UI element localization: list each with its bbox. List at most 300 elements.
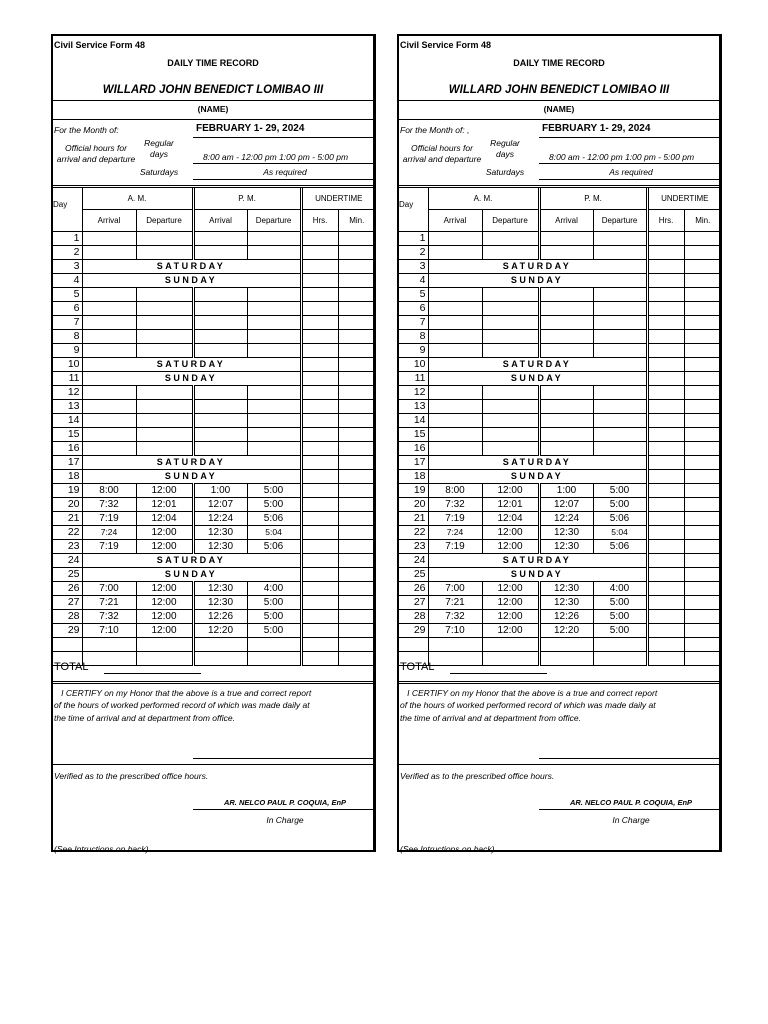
dtr-row bbox=[53, 638, 375, 652]
day-number: 22 bbox=[53, 526, 82, 540]
pm-arrival-cell bbox=[193, 652, 247, 666]
pm-arrival-cell bbox=[539, 330, 593, 344]
dtr-row bbox=[399, 428, 721, 442]
am-arrival-cell bbox=[82, 386, 136, 400]
dtr-row bbox=[53, 302, 375, 316]
am-departure-cell bbox=[482, 442, 539, 456]
certification-text bbox=[54, 687, 314, 724]
dtr-row bbox=[53, 260, 375, 274]
undertime-hrs-cell bbox=[647, 484, 684, 498]
am-departure-cell bbox=[136, 386, 193, 400]
signatory-role: In Charge bbox=[612, 815, 650, 825]
undertime-min-cell bbox=[338, 330, 375, 344]
undertime-hrs-cell bbox=[301, 456, 338, 470]
day-number: 24 bbox=[399, 554, 428, 568]
day-number: 18 bbox=[399, 470, 428, 484]
dtr-row bbox=[399, 610, 721, 624]
pm-arrival-cell bbox=[539, 302, 593, 316]
dtr-row bbox=[53, 498, 375, 512]
dtr-row bbox=[399, 652, 721, 666]
dtr-row bbox=[399, 484, 721, 498]
am-arrival-cell bbox=[428, 344, 482, 358]
undertime-hrs-cell bbox=[301, 498, 338, 512]
dtr-form-right bbox=[397, 34, 722, 852]
day-number: 20 bbox=[399, 498, 428, 512]
day-number: 29 bbox=[53, 624, 82, 638]
dtr-row bbox=[399, 582, 721, 596]
hrs-header: Hrs. bbox=[301, 210, 338, 232]
day-number: 19 bbox=[53, 484, 82, 498]
undertime-hrs-cell bbox=[301, 274, 338, 288]
day-number: 5 bbox=[53, 288, 82, 302]
pm-arrival-cell: 12:26 bbox=[193, 610, 247, 624]
am-arrival-cell bbox=[82, 442, 136, 456]
sunday-label: SUNDAY bbox=[428, 372, 647, 386]
undertime-min-cell bbox=[338, 288, 375, 302]
undertime-min-cell bbox=[684, 358, 721, 372]
day-header-text: Day bbox=[53, 199, 68, 209]
am-departure-cell: 12:00 bbox=[482, 596, 539, 610]
am-arrival-header: Arrival bbox=[82, 210, 136, 232]
pm-arrival-cell: 12:30 bbox=[193, 596, 247, 610]
pm-departure-cell bbox=[247, 344, 301, 358]
day-number: 22 bbox=[399, 526, 428, 540]
day-number: 12 bbox=[53, 386, 82, 400]
min-header: Min. bbox=[684, 210, 721, 232]
day-number: 16 bbox=[53, 442, 82, 456]
pm-arrival-cell: 12:30 bbox=[539, 596, 593, 610]
day-number: 1 bbox=[53, 232, 82, 246]
dtr-row bbox=[53, 652, 375, 666]
dtr-row bbox=[53, 442, 375, 456]
day-number: 11 bbox=[399, 372, 428, 386]
day-header bbox=[53, 199, 82, 232]
undertime-hrs-cell bbox=[301, 386, 338, 400]
am-departure-cell: 12:00 bbox=[482, 484, 539, 498]
dtr-row bbox=[53, 470, 375, 484]
undertime-min-cell bbox=[338, 414, 375, 428]
am-departure-cell: 12:00 bbox=[482, 540, 539, 554]
undertime-min-cell bbox=[338, 400, 375, 414]
dtr-rows bbox=[53, 232, 375, 666]
day-header-text: Day bbox=[399, 199, 414, 209]
undertime-hrs-cell bbox=[647, 274, 684, 288]
am-departure-cell bbox=[136, 302, 193, 316]
pm-arrival-cell: 12:07 bbox=[193, 498, 247, 512]
pm-arrival-cell: 12:30 bbox=[193, 540, 247, 554]
am-arrival-cell bbox=[428, 428, 482, 442]
hrs-header: Hrs. bbox=[647, 210, 684, 232]
dtr-row bbox=[53, 484, 375, 498]
am-header: A. M. bbox=[82, 188, 193, 210]
dtr-row bbox=[399, 442, 721, 456]
pm-departure-cell: 5:00 bbox=[593, 484, 647, 498]
undertime-hrs-cell bbox=[647, 512, 684, 526]
undertime-min-cell bbox=[338, 260, 375, 274]
pm-departure-cell bbox=[593, 428, 647, 442]
am-arrival-cell bbox=[82, 638, 136, 652]
signatory-name: AR. NELCO PAUL P. COQUIA, EnP bbox=[569, 798, 693, 807]
pm-departure-cell bbox=[247, 386, 301, 400]
am-departure-cell bbox=[482, 638, 539, 652]
day-number bbox=[399, 638, 428, 652]
am-arrival-cell: 7:32 bbox=[428, 498, 482, 512]
am-arrival-header: Arrival bbox=[428, 210, 482, 232]
am-departure-cell bbox=[136, 330, 193, 344]
saturday-label: SATURDAY bbox=[428, 554, 647, 568]
sunday-label: SUNDAY bbox=[82, 274, 301, 288]
am-departure-header: Departure bbox=[482, 210, 539, 232]
pm-arrival-cell: 12:07 bbox=[539, 498, 593, 512]
day-number: 19 bbox=[399, 484, 428, 498]
pm-arrival-cell: 12:26 bbox=[539, 610, 593, 624]
undertime-min-cell bbox=[338, 386, 375, 400]
pm-arrival-cell bbox=[193, 344, 247, 358]
dtr-row bbox=[53, 624, 375, 638]
dtr-row bbox=[53, 246, 375, 260]
undertime-hrs-cell bbox=[647, 358, 684, 372]
dtr-row bbox=[399, 358, 721, 372]
am-departure-cell bbox=[136, 638, 193, 652]
month-underline bbox=[193, 137, 373, 138]
pm-arrival-cell bbox=[539, 344, 593, 358]
day-number bbox=[53, 638, 82, 652]
regular-hours-value: 8:00 am - 12:00 pm 1:00 pm - 5:00 pm bbox=[203, 152, 349, 162]
undertime-hrs-cell bbox=[301, 246, 338, 260]
pm-arrival-cell bbox=[539, 316, 593, 330]
form-code: Civil Service Form 48 bbox=[54, 40, 146, 50]
am-arrival-cell: 7:24 bbox=[82, 526, 136, 540]
divider bbox=[53, 764, 373, 765]
pm-arrival-cell: 12:20 bbox=[539, 624, 593, 638]
undertime-min-cell bbox=[338, 302, 375, 316]
am-departure-cell: 12:00 bbox=[136, 624, 193, 638]
day-number: 4 bbox=[399, 274, 428, 288]
pm-arrival-cell: 12:24 bbox=[539, 512, 593, 526]
pm-arrival-cell bbox=[539, 400, 593, 414]
undertime-min-cell bbox=[684, 260, 721, 274]
day-number: 23 bbox=[53, 540, 82, 554]
undertime-min-cell bbox=[684, 470, 721, 484]
day-number: 20 bbox=[53, 498, 82, 512]
am-departure-cell bbox=[482, 302, 539, 316]
day-number: 28 bbox=[53, 610, 82, 624]
dtr-row bbox=[399, 638, 721, 652]
undertime-min-cell bbox=[338, 246, 375, 260]
dtr-row bbox=[399, 498, 721, 512]
undertime-hrs-cell bbox=[301, 568, 338, 582]
pm-departure-cell: 5:00 bbox=[247, 610, 301, 624]
pm-departure-cell bbox=[247, 638, 301, 652]
pm-arrival-cell: 12:24 bbox=[193, 512, 247, 526]
pm-departure-cell: 5:00 bbox=[247, 498, 301, 512]
pm-departure-cell: 5:04 bbox=[593, 526, 647, 540]
dtr-row bbox=[53, 540, 375, 554]
dtr-row bbox=[53, 316, 375, 330]
undertime-min-cell bbox=[338, 498, 375, 512]
day-number: 2 bbox=[399, 246, 428, 260]
total-bottom-border bbox=[399, 681, 719, 684]
pm-arrival-cell bbox=[193, 302, 247, 316]
pm-arrival-cell: 12:20 bbox=[193, 624, 247, 638]
am-arrival-cell bbox=[428, 288, 482, 302]
undertime-hrs-cell bbox=[301, 442, 338, 456]
pm-departure-cell: 5:06 bbox=[593, 540, 647, 554]
undertime-hrs-cell bbox=[647, 288, 684, 302]
undertime-hrs-cell bbox=[301, 302, 338, 316]
undertime-min-cell bbox=[684, 428, 721, 442]
saturday-label: SATURDAY bbox=[82, 554, 301, 568]
undertime-hrs-cell bbox=[647, 456, 684, 470]
dtr-row bbox=[53, 288, 375, 302]
am-departure-cell bbox=[136, 232, 193, 246]
dtr-row bbox=[53, 358, 375, 372]
pm-arrival-cell bbox=[193, 232, 247, 246]
pm-departure-cell: 5:00 bbox=[593, 624, 647, 638]
day-number: 15 bbox=[53, 428, 82, 442]
undertime-min-cell bbox=[338, 624, 375, 638]
dtr-row bbox=[53, 610, 375, 624]
day-number: 7 bbox=[399, 316, 428, 330]
dtr-row bbox=[53, 232, 375, 246]
undertime-hrs-cell bbox=[647, 302, 684, 316]
am-arrival-cell: 7:32 bbox=[428, 610, 482, 624]
dtr-row bbox=[53, 400, 375, 414]
day-number: 26 bbox=[399, 582, 428, 596]
sunday-label: SUNDAY bbox=[82, 568, 301, 582]
undertime-min-cell bbox=[684, 386, 721, 400]
undertime-hrs-cell bbox=[301, 582, 338, 596]
am-departure-cell: 12:00 bbox=[136, 540, 193, 554]
dtr-row bbox=[399, 400, 721, 414]
pm-departure-cell: 5:06 bbox=[593, 512, 647, 526]
undertime-min-cell bbox=[684, 316, 721, 330]
am-departure-cell bbox=[482, 232, 539, 246]
pm-arrival-cell bbox=[193, 400, 247, 414]
day-number: 3 bbox=[53, 260, 82, 274]
dtr-table bbox=[53, 188, 375, 666]
name-label: (NAME) bbox=[543, 104, 575, 114]
form-code: Civil Service Form 48 bbox=[400, 40, 492, 50]
day-number: 25 bbox=[399, 568, 428, 582]
undertime-min-cell bbox=[338, 274, 375, 288]
undertime-hrs-cell bbox=[301, 316, 338, 330]
sunday-label: SUNDAY bbox=[428, 470, 647, 484]
undertime-hrs-cell bbox=[301, 624, 338, 638]
day-number: 27 bbox=[399, 596, 428, 610]
dtr-table bbox=[399, 188, 721, 666]
total-underline bbox=[450, 673, 547, 674]
dtr-row bbox=[53, 554, 375, 568]
am-departure-cell: 12:01 bbox=[482, 498, 539, 512]
table-subheader-row bbox=[53, 210, 375, 232]
pm-departure-cell bbox=[593, 288, 647, 302]
dtr-row bbox=[399, 260, 721, 274]
undertime-hrs-cell bbox=[647, 526, 684, 540]
pm-departure-cell bbox=[593, 652, 647, 666]
pm-departure-cell: 5:00 bbox=[247, 484, 301, 498]
pm-departure-header: Departure bbox=[247, 210, 301, 232]
undertime-min-cell bbox=[684, 414, 721, 428]
undertime-min-cell bbox=[684, 246, 721, 260]
regular-days-label: Regular days bbox=[144, 138, 174, 159]
saturdays-underline bbox=[193, 179, 373, 180]
undertime-hrs-cell bbox=[301, 470, 338, 484]
pm-arrival-cell: 1:00 bbox=[193, 484, 247, 498]
employee-name: WILLARD JOHN BENEDICT LOMIBAO III bbox=[448, 84, 670, 96]
month-value: FEBRUARY 1- 29, 2024 bbox=[542, 123, 651, 134]
pm-arrival-cell: 12:30 bbox=[193, 582, 247, 596]
pm-arrival-cell bbox=[539, 232, 593, 246]
am-arrival-cell bbox=[82, 428, 136, 442]
undertime-min-cell bbox=[338, 610, 375, 624]
undertime-min-cell bbox=[338, 652, 375, 666]
am-departure-cell bbox=[136, 316, 193, 330]
undertime-min-cell bbox=[338, 554, 375, 568]
pm-departure-cell: 5:06 bbox=[247, 540, 301, 554]
undertime-hrs-cell bbox=[647, 316, 684, 330]
pm-arrival-cell bbox=[193, 246, 247, 260]
undertime-hrs-cell bbox=[647, 568, 684, 582]
undertime-min-cell bbox=[684, 498, 721, 512]
certification-body: I CERTIFY on my Honor that the above is a true and correct report of the hours of worked performed record of which was made daily at the time of arrival and at department from office. bbox=[54, 688, 312, 723]
dtr-row bbox=[399, 232, 721, 246]
sunday-label: SUNDAY bbox=[82, 470, 301, 484]
pm-departure-cell bbox=[593, 302, 647, 316]
dtr-row bbox=[53, 428, 375, 442]
am-departure-cell bbox=[482, 344, 539, 358]
am-departure-cell bbox=[136, 246, 193, 260]
am-arrival-cell bbox=[428, 400, 482, 414]
pm-arrival-cell: 12:30 bbox=[539, 526, 593, 540]
dtr-row bbox=[399, 596, 721, 610]
undertime-hrs-cell bbox=[301, 428, 338, 442]
signatory-name: AR. NELCO PAUL P. COQUIA, EnP bbox=[223, 798, 347, 807]
undertime-hrs-cell bbox=[301, 288, 338, 302]
dtr-row bbox=[53, 456, 375, 470]
undertime-min-cell bbox=[338, 344, 375, 358]
undertime-hrs-cell bbox=[301, 596, 338, 610]
pm-departure-cell: 5:00 bbox=[247, 596, 301, 610]
pm-departure-cell: 5:06 bbox=[247, 512, 301, 526]
am-arrival-cell bbox=[428, 232, 482, 246]
name-label: (NAME) bbox=[197, 104, 229, 114]
day-number: 11 bbox=[53, 372, 82, 386]
day-number: 23 bbox=[399, 540, 428, 554]
undertime-min-cell bbox=[684, 540, 721, 554]
undertime-min-cell bbox=[338, 358, 375, 372]
dtr-row bbox=[53, 414, 375, 428]
pm-departure-cell bbox=[593, 386, 647, 400]
pm-departure-cell: 5:00 bbox=[247, 624, 301, 638]
pm-departure-cell bbox=[593, 330, 647, 344]
undertime-hrs-cell bbox=[647, 246, 684, 260]
pm-arrival-cell bbox=[539, 428, 593, 442]
day-number: 9 bbox=[53, 344, 82, 358]
employee-signature-line bbox=[193, 758, 373, 759]
pm-arrival-cell bbox=[539, 442, 593, 456]
undertime-min-cell bbox=[684, 330, 721, 344]
undertime-hrs-cell bbox=[301, 512, 338, 526]
am-arrival-cell bbox=[428, 442, 482, 456]
day-number: 14 bbox=[399, 414, 428, 428]
undertime-hrs-cell bbox=[647, 624, 684, 638]
am-arrival-cell bbox=[82, 288, 136, 302]
dtr-row bbox=[399, 512, 721, 526]
undertime-hrs-cell bbox=[647, 414, 684, 428]
am-departure-cell: 12:01 bbox=[136, 498, 193, 512]
undertime-header: UNDERTIME bbox=[647, 188, 721, 210]
am-arrival-cell bbox=[428, 386, 482, 400]
certification-text bbox=[400, 687, 660, 724]
pm-departure-cell bbox=[247, 246, 301, 260]
undertime-hrs-cell bbox=[301, 260, 338, 274]
saturdays-underline bbox=[539, 179, 719, 180]
am-arrival-cell bbox=[428, 316, 482, 330]
day-number: 1 bbox=[399, 232, 428, 246]
am-arrival-cell: 7:21 bbox=[428, 596, 482, 610]
am-arrival-cell: 7:19 bbox=[82, 540, 136, 554]
undertime-hrs-cell bbox=[301, 358, 338, 372]
day-number: 7 bbox=[53, 316, 82, 330]
pm-departure-cell: 4:00 bbox=[247, 582, 301, 596]
pm-arrival-cell bbox=[539, 638, 593, 652]
am-arrival-cell bbox=[82, 302, 136, 316]
day-number: 17 bbox=[53, 456, 82, 470]
pm-departure-cell bbox=[593, 316, 647, 330]
pm-departure-cell bbox=[247, 428, 301, 442]
am-departure-cell bbox=[482, 652, 539, 666]
undertime-hrs-cell bbox=[301, 330, 338, 344]
regular-hours-underline bbox=[539, 163, 719, 164]
am-arrival-cell: 7:00 bbox=[82, 582, 136, 596]
dtr-row bbox=[53, 582, 375, 596]
am-arrival-cell: 7:00 bbox=[428, 582, 482, 596]
undertime-min-cell bbox=[684, 610, 721, 624]
undertime-min-cell bbox=[684, 372, 721, 386]
am-departure-cell bbox=[482, 428, 539, 442]
am-arrival-cell: 7:19 bbox=[428, 512, 482, 526]
undertime-min-cell bbox=[338, 512, 375, 526]
pm-arrival-cell bbox=[193, 316, 247, 330]
signatory-underline bbox=[539, 809, 719, 810]
undertime-min-cell bbox=[338, 484, 375, 498]
day-number: 26 bbox=[53, 582, 82, 596]
am-departure-cell bbox=[136, 652, 193, 666]
dtr-row bbox=[399, 456, 721, 470]
undertime-hrs-cell bbox=[647, 386, 684, 400]
undertime-min-cell bbox=[684, 484, 721, 498]
day-number: 29 bbox=[399, 624, 428, 638]
dtr-row bbox=[399, 540, 721, 554]
dtr-row bbox=[53, 568, 375, 582]
undertime-hrs-cell bbox=[647, 596, 684, 610]
am-arrival-cell bbox=[428, 302, 482, 316]
dtr-row bbox=[53, 330, 375, 344]
pm-departure-cell bbox=[247, 316, 301, 330]
am-arrival-cell: 7:32 bbox=[82, 498, 136, 512]
saturday-label: SATURDAY bbox=[82, 260, 301, 274]
dtr-row bbox=[399, 302, 721, 316]
am-header: A. M. bbox=[428, 188, 539, 210]
undertime-min-cell bbox=[338, 568, 375, 582]
am-arrival-cell bbox=[82, 344, 136, 358]
am-arrival-cell: 7:32 bbox=[82, 610, 136, 624]
pm-arrival-cell bbox=[193, 638, 247, 652]
sunday-label: SUNDAY bbox=[82, 372, 301, 386]
table-header-row bbox=[399, 188, 721, 210]
table-header-row bbox=[53, 188, 375, 210]
